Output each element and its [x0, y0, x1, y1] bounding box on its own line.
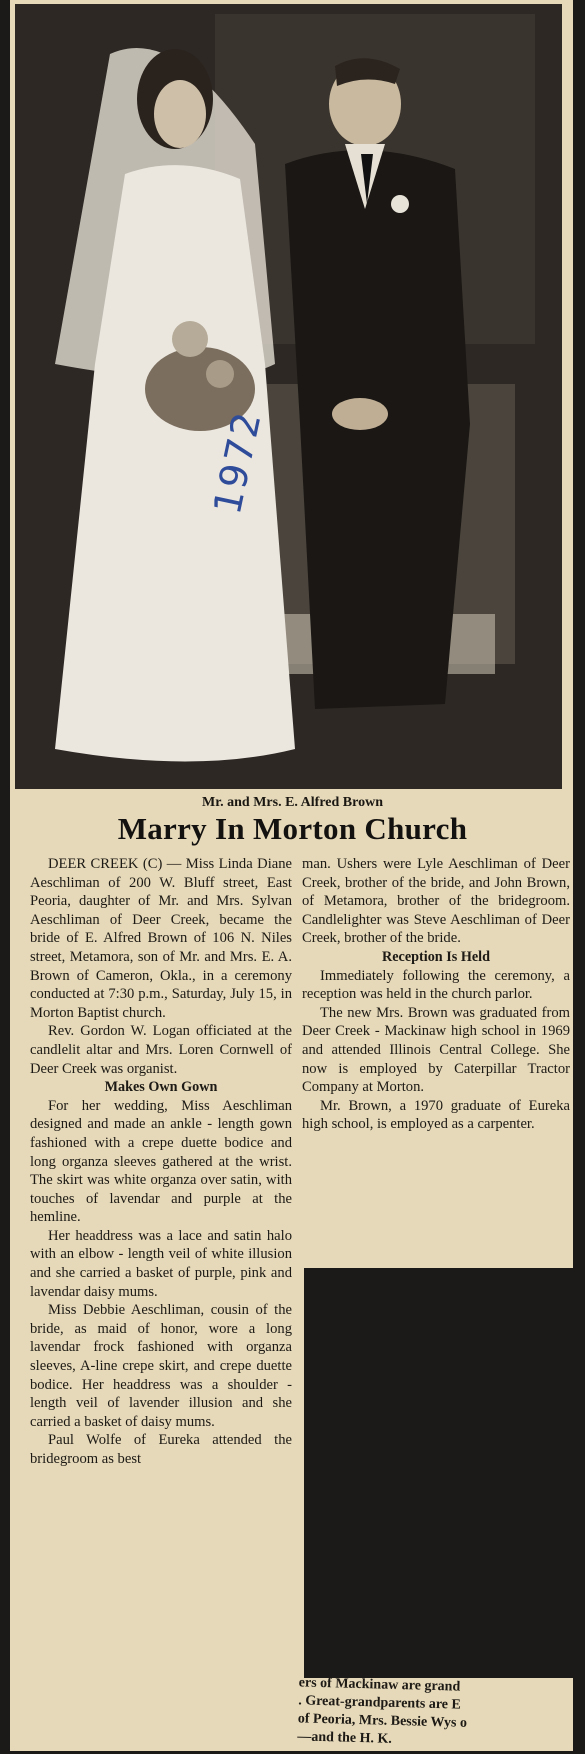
fragment-line: ers of Mackinaw are grand: [298, 1675, 461, 1695]
paragraph: DEER CREEK (C) — Miss Linda Diane Aeschliman of 200 W. Bluff street, East Peoria, daughter of Mr. and Mrs. Sylvan Aeschliman of Deer Creek, became the bride of E. Alfred Brown of 106 N. Niles street, Metamora, son of Mr. and Mrs. E. A. Brown of Cameron, Okla., in a ceremony conducted at 7:30 p.m., Saturday, July 15, in Morton Baptist church.: [30, 856, 292, 1021]
paragraph: Mr. Brown, a 1970 graduate of Eureka high school, is employed as a carpenter.: [302, 1097, 570, 1133]
paragraph: man. Ushers were Lyle Aeschliman of Deer Creek, brother of the bride, and John Brown, of Metamora, brother of the bridegroom. Candlelighter was Steve Aeschliman of Deer Creek, brother of the bride.: [302, 856, 570, 947]
paragraph: Her headdress was a lace and satin halo with an elbow - length veil of white illusion and she carried a basket of purple, pink and lavendar daisy mums.: [30, 1227, 292, 1300]
wedding-photo: [15, 4, 562, 789]
paragraph: Rev. Gordon W. Logan officiated at the candlelit altar and Mrs. Loren Cornwell of Deer Creek was organist.: [30, 1023, 292, 1077]
paragraph: Miss Debbie Aeschliman, cousin of the bride, as maid of honor, wore a long lavendar frock fashioned with organza sleeves, A-line crepe skirt, and crepe duette bodice. Her headdress was a shoulder - length veil of lavender illusion and she carried a basket of daisy mums.: [30, 1302, 292, 1430]
paragraph: Immediately following the ceremony, a reception was held in the church parlor.: [302, 967, 570, 1003]
article-column-right: [302, 855, 570, 1134]
bouquet-flower: [172, 321, 208, 357]
wedding-photo-drawing: [15, 4, 562, 789]
article-column-left: [30, 855, 292, 1469]
missing-clipping-area: [304, 1268, 575, 1678]
groom-suit: [285, 150, 470, 709]
subheading: Makes Own Gown: [104, 1079, 218, 1096]
newspaper-clipping: [10, 0, 575, 1751]
fragment-line: —and the H. K.: [297, 1729, 393, 1747]
subheading: Reception Is Held: [382, 948, 490, 965]
bride-face: [154, 80, 206, 148]
fragment-line: . Great-grandparents are E: [298, 1693, 461, 1713]
photo-caption: Mr. and Mrs. E. Alfred Brown: [202, 795, 383, 810]
groom-hands: [332, 398, 388, 430]
paragraph: Paul Wolfe of Eureka attended the bridegroom as best: [30, 1432, 292, 1467]
handwritten-year: 1972: [205, 406, 270, 519]
next-article-fragment: [297, 1674, 576, 1753]
paragraph: The new Mrs. Brown was graduated from Deer Creek - Mackinaw high school in 1969 and attended Illinois Central College. She now is employed by Caterpillar Tractor Company at Morton.: [302, 1004, 570, 1096]
background-edge: [573, 0, 585, 1751]
bouquet-flower: [206, 360, 234, 388]
headline: Marry In Morton Church: [117, 811, 468, 846]
boutonniere: [391, 195, 409, 213]
paragraph: For her wedding, Miss Aeschliman designed and made an ankle - length gown fashioned with a crepe duette bodice and long organza sleeves gathered at the wrist. The skirt was white organza over satin, with touches of lavendar and purple at the hemline.: [30, 1097, 292, 1226]
fragment-line: of Peoria, Mrs. Bessie Wys o: [297, 1711, 468, 1731]
